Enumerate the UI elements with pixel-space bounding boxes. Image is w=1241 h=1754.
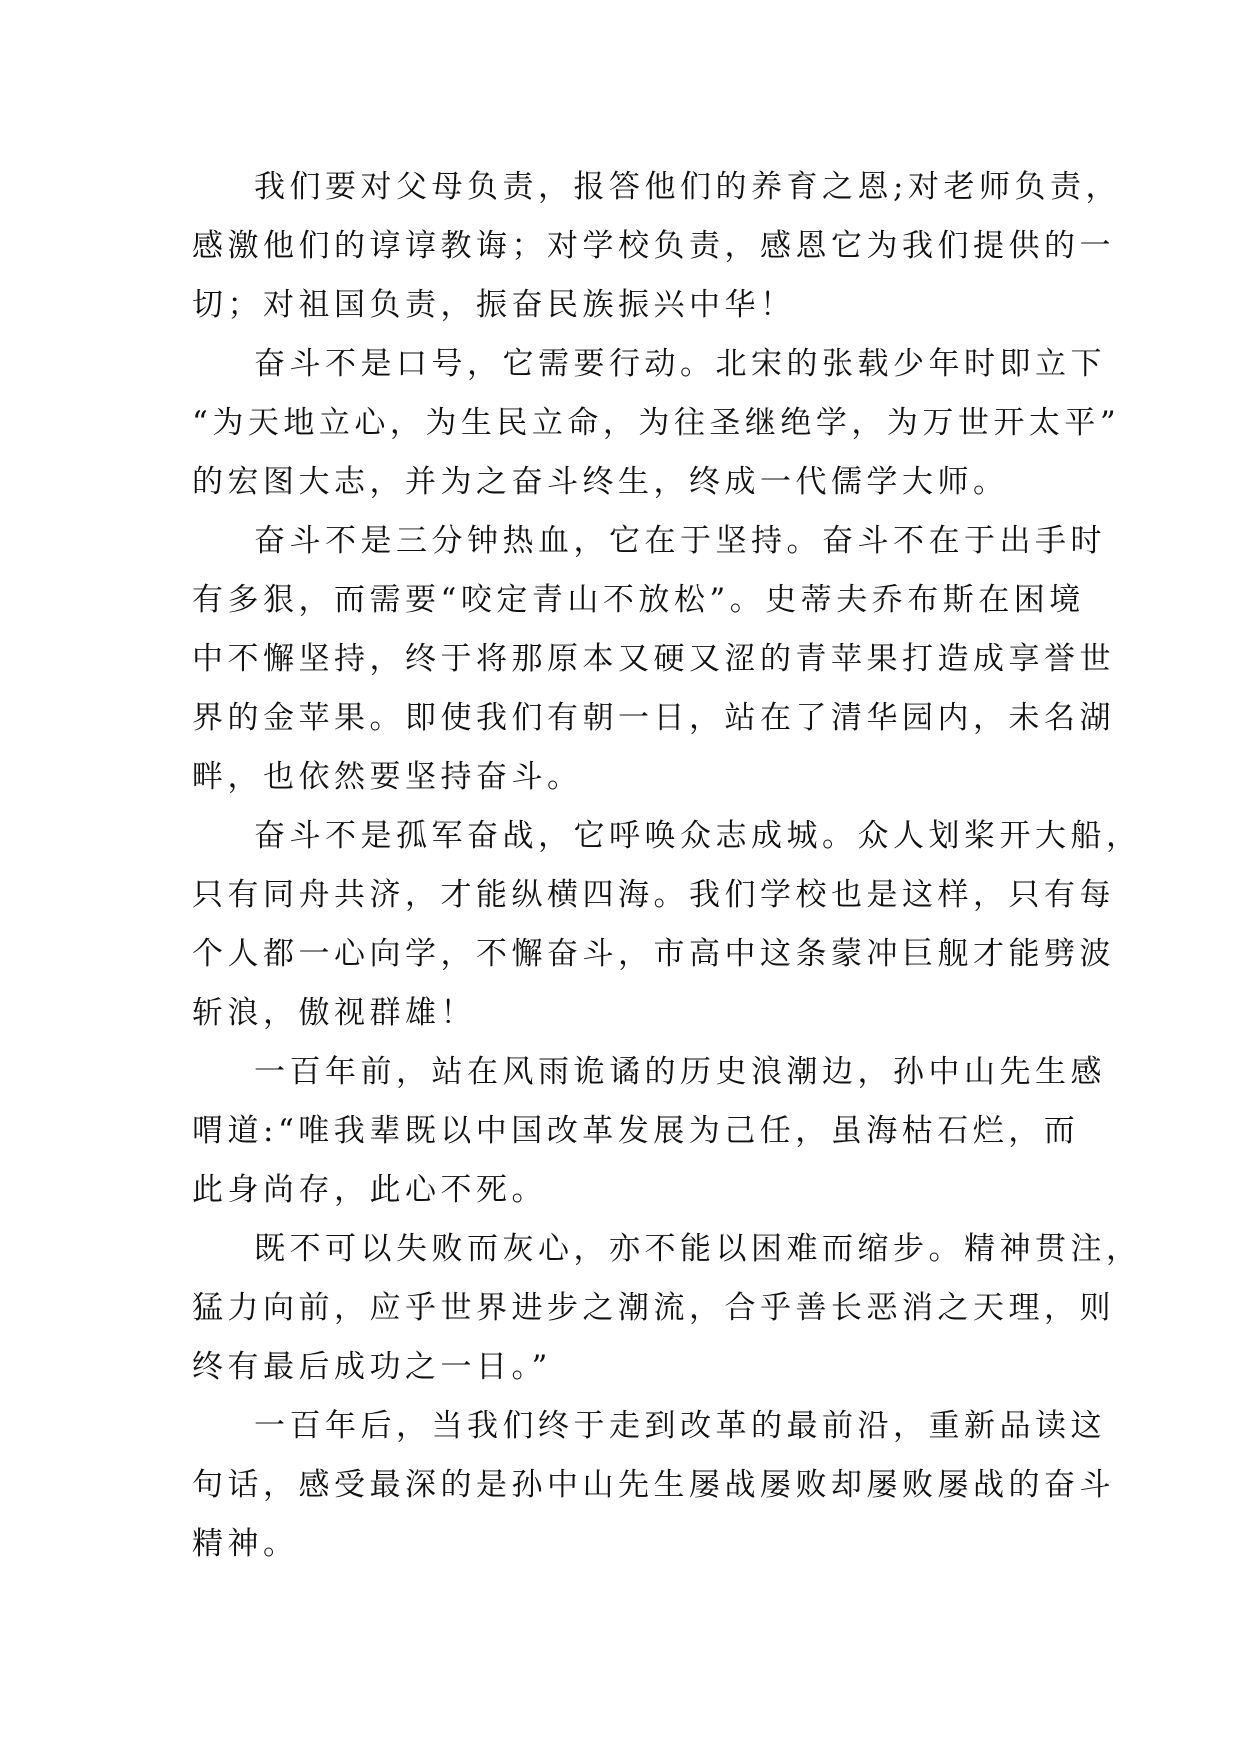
text-line: 个人都一心向学，不懈奋斗，市高中这条蒙冲巨舰才能劈波 bbox=[192, 936, 1115, 972]
text-line: 喟道:“唯我辈既以中国改革发展为己任，虽海枯石烂，而 bbox=[192, 1113, 1080, 1149]
text-line: 斩浪，傲视群雄！ bbox=[192, 995, 476, 1031]
paragraph-teamwork bbox=[192, 807, 1142, 1043]
text-line: 终有最后成功之一日。” bbox=[192, 1349, 552, 1385]
text-line: 中不懈坚持，终于将那原本又硬又涩的青苹果打造成享誉世 bbox=[192, 641, 1115, 677]
document-body bbox=[192, 158, 1142, 1574]
paragraph-hundred-years-later bbox=[192, 1397, 1115, 1574]
text-line: 一百年后，当我们终于走到改革的最前沿，重新品读这 bbox=[254, 1408, 1106, 1444]
paragraph-persistence bbox=[192, 512, 1115, 807]
text-line: 精神。 bbox=[192, 1526, 299, 1562]
text-line: 我们要对父母负责，报答他们的养育之恩;对老师负责， bbox=[254, 169, 1121, 205]
text-line: 有多狠，而需要“咬定青山不放松”。史蒂夫乔布斯在困境 bbox=[192, 582, 1085, 618]
text-line: “为天地立心，为生民立命，为往圣继绝学，为万世开太平” bbox=[192, 405, 1121, 441]
text-line: 奋斗不是三分钟热血，它在于坚持。奋斗不在于出手时 bbox=[254, 523, 1106, 559]
text-line: 既不可以失败而灰心，亦不能以困难而缩步。精神贯注， bbox=[254, 1231, 1142, 1267]
paragraph-action bbox=[192, 335, 1121, 512]
paragraph-responsibility bbox=[192, 158, 1121, 335]
text-line: 只有同舟共济，才能纵横四海。我们学校也是这样，只有每 bbox=[192, 877, 1115, 913]
text-line: 界的金苹果。即使我们有朝一日，站在了清华园内，未名湖 bbox=[192, 700, 1115, 736]
text-line: 奋斗不是孤军奋战，它呼唤众志成城。众人划桨开大船， bbox=[254, 818, 1142, 854]
text-line: 此身尚存，此心不死。 bbox=[192, 1172, 547, 1208]
text-line: 一百年前，站在风雨诡谲的历史浪潮边，孙中山先生感 bbox=[254, 1054, 1106, 1090]
text-line: 句话，感受最深的是孙中山先生屡战屡败却屡败屡战的奋斗 bbox=[192, 1467, 1115, 1503]
text-line: 奋斗不是口号，它需要行动。北宋的张载少年时即立下 bbox=[254, 346, 1106, 382]
text-line: 畔，也依然要坚持奋斗。 bbox=[192, 759, 583, 795]
paragraph-hundred-years-ago bbox=[192, 1043, 1106, 1220]
paragraph-quote-continuation bbox=[192, 1220, 1142, 1397]
text-line: 的宏图大志，并为之奋斗终生，终成一代儒学大师。 bbox=[192, 464, 1009, 500]
text-line: 猛力向前，应乎世界进步之潮流，合乎善长恶消之天理，则 bbox=[192, 1290, 1115, 1326]
text-line: 切；对祖国负责，振奋民族振兴中华！ bbox=[192, 287, 796, 323]
text-line: 感激他们的谆谆教诲；对学校负责，感恩它为我们提供的一 bbox=[192, 228, 1115, 264]
